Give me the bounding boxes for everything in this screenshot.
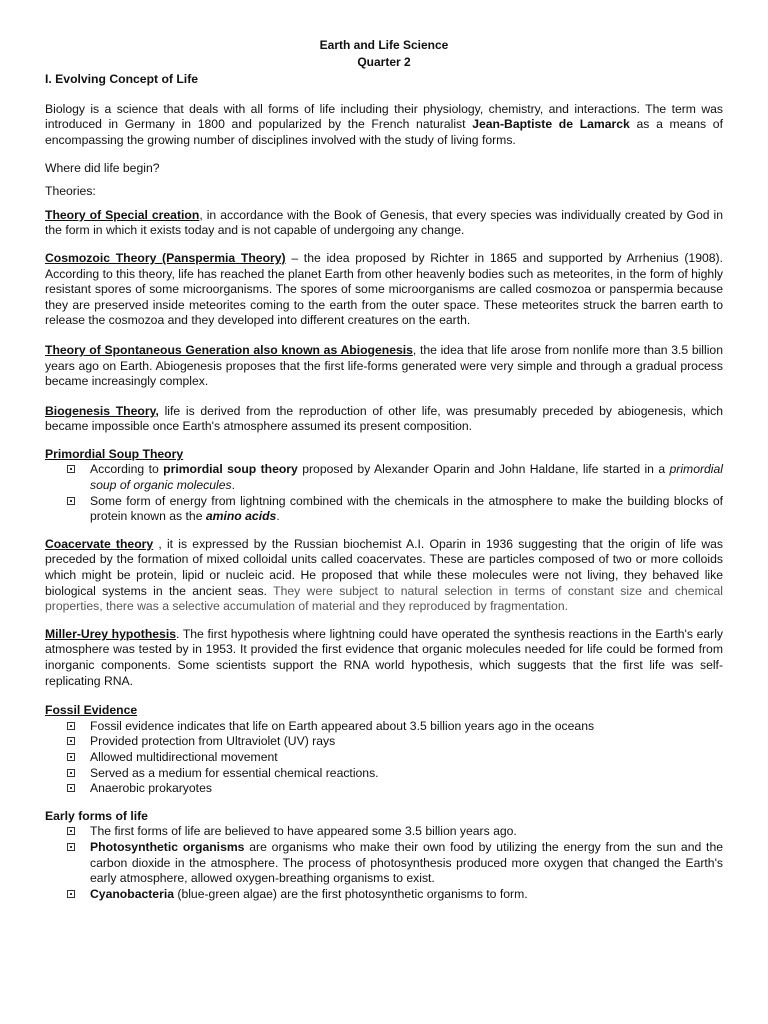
list-item: Fossil evidence indicates that life on Earth appeared about 3.5 billion years ago in the oceans <box>45 719 723 735</box>
document-page <box>45 38 723 902</box>
square-bullet-icon <box>67 784 75 792</box>
cosmozoic-term: Cosmozoic Theory (Panspermia Theory) <box>45 250 286 265</box>
coacervate-paragraph: Coacervate theory , it is expressed by the Russian biochemist A.I. Oparin in 1936 suggesting that the origin of life was preceded by the formation of mixed colloidal units called coacervates. These are particles composed of two or more colloids which might be protein, lipid or nucleic acid. He proposed that while these molecules were not living, they behaved like biological systems in the ancient seas. They were subject to natural selection in terms of constant size and chemical properties, there was a selective accumulation of material and they reproduced by fragmentation. <box>45 536 724 614</box>
special-creation-term: Theory of Special creation <box>45 207 200 222</box>
fossil-heading: Fossil Evidence <box>45 703 138 718</box>
square-bullet-icon <box>67 497 75 505</box>
theories-label: Theories: <box>45 184 96 199</box>
square-bullet-icon <box>67 737 75 745</box>
miller-term: Miller-Urey hypothesis <box>45 626 176 641</box>
list-item: The first forms of life are believed to have appeared some 3.5 billion years ago. <box>45 824 723 840</box>
primordial-heading: Primordial Soup Theory <box>45 446 184 461</box>
early-life-heading: Early forms of life <box>45 808 148 823</box>
square-bullet-icon <box>67 722 75 730</box>
lamarck-name: Jean-Baptiste de Lamarck <box>472 117 630 132</box>
special-creation-paragraph: Theory of Special creation, in accordance with the Book of Genesis, that every species was individually created by God in the form in which it exists today and is not capable of undergoing any change. <box>45 207 724 238</box>
question-text: Where did life begin? <box>45 160 160 175</box>
early-life-list <box>45 824 723 902</box>
list-item: Some form of energy from lightning combined with the chemicals in the atmosphere to make the building blocks of protein known as the amino acids. <box>45 494 723 525</box>
square-bullet-icon <box>67 890 75 898</box>
coacervate-term: Coacervate theory <box>45 536 154 551</box>
intro-paragraph: Biology is a science that deals with all forms of life including their physiology, chemistry, and interactions. The term was introduced in Germany in 1800 and popularized by the French naturalist Jean-Baptiste de Lamarck as a means of encompassing the growing number of disciplines involved with the study of living forms. <box>45 101 723 147</box>
list-item: Served as a medium for essential chemical reactions. <box>45 766 723 782</box>
miller-paragraph: Miller-Urey hypothesis. The first hypothesis where lightning could have operated the synthesis reactions in the Earth's early atmosphere was tested by in 1953. It provided the first evidence that organic molecules needed for life could be formed from inorganic components. Some scientists support the RNA world hypothesis, which suggests that the first life was self-replicating RNA. <box>45 626 723 688</box>
spontaneous-paragraph: Theory of Spontaneous Generation also known as Abiogenesis, the idea that life arose from nonlife more than 3.5 billion years ago on Earth. Abiogenesis proposes that the first life-forms generated were very simple and through a gradual process became increasingly complex. <box>45 342 723 389</box>
square-bullet-icon <box>67 753 75 761</box>
list-item: Cyanobacteria (blue-green algae) are the first photosynthetic organisms to form. <box>45 887 723 903</box>
list-item: Anaerobic prokaryotes <box>45 781 723 797</box>
coacervate-gray-text: They were subject to natural selection in terms of constant size and chemical properties, there was a selective accumulation of material and they reproduced by fragmentation. <box>45 583 724 614</box>
spontaneous-term: Theory of Spontaneous Generation also known as Abiogenesis <box>45 342 413 357</box>
square-bullet-icon <box>67 769 75 777</box>
fossil-list <box>45 719 723 797</box>
cosmozoic-paragraph: Cosmozoic Theory (Panspermia Theory) – the idea proposed by Richter in 1865 and supported by Arrhenius (1908). According to this theory, life has reached the planet Earth from other heavenly bodies such as meteorites, in the form of highly resistant spores of some microorganisms. The spores of some microorganisms are called cosmozoa or panspermia because they are preserved inside meteorites coming to the earth from the outer space. These meteorites struck the barren earth to release the cosmozoa and they developed into different creatures on the earth. <box>45 250 723 328</box>
primordial-list <box>45 462 723 524</box>
document-quarter: Quarter 2 <box>357 54 411 69</box>
list-item: Allowed multidirectional movement <box>45 750 723 766</box>
list-item: Provided protection from Ultraviolet (UV) rays <box>45 734 723 750</box>
biogenesis-term: Biogenesis Theory, <box>45 403 159 418</box>
document-title: Earth and Life Science <box>319 38 449 52</box>
square-bullet-icon <box>67 465 75 473</box>
biogenesis-paragraph: Biogenesis Theory, life is derived from the reproduction of other life, was presumably preceded by abiogenesis, which became impossible once Earth's atmosphere assumed its present composition. <box>45 403 723 434</box>
list-item: According to primordial soup theory proposed by Alexander Oparin and John Haldane, life started in a primordial soup of organic molecules. <box>45 462 723 493</box>
square-bullet-icon <box>67 843 75 851</box>
square-bullet-icon <box>67 827 75 835</box>
section-heading: I. Evolving Concept of Life <box>45 72 199 87</box>
list-item: Photosynthetic organisms are organisms who make their own food by utilizing the energy from the sun and the carbon dioxide in the atmosphere. The process of photosynthesis produced more oxygen that changed the Earth's early atmosphere, allowed oxygen-breathing organisms to exist. <box>45 840 723 887</box>
